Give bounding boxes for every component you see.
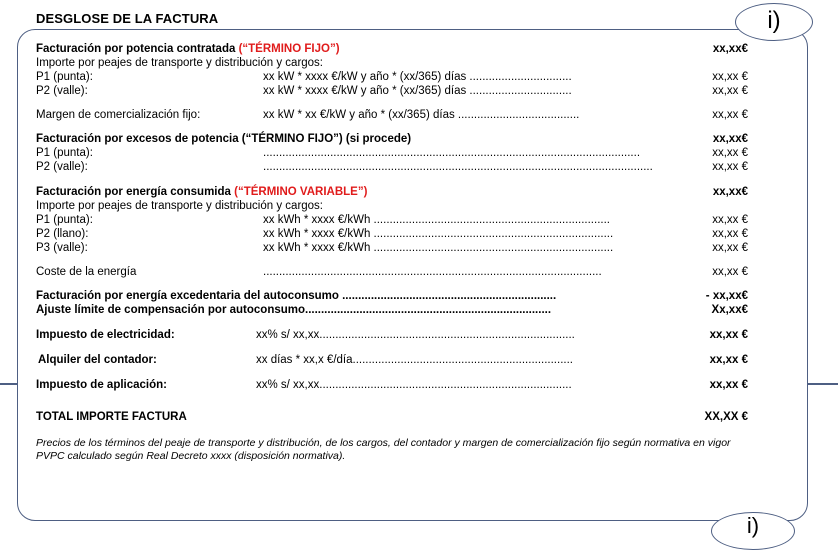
energy-p3-label: P3 (valle): <box>36 242 88 254</box>
regulation-note-line2: PVPC calculado según Real Decreto xxxx (disposición normativa). <box>36 450 346 462</box>
excess-p1-formula: ...................................................................................................................... <box>263 147 641 159</box>
excess-p2-amount: xx,xx € <box>712 161 748 173</box>
fixed-term-amount: xx,xx€ <box>712 43 748 55</box>
energy-term-tag: (“TÉRMINO VARIABLE”) <box>234 186 368 198</box>
meter-rental-label: Alquiler del contador: <box>38 354 157 366</box>
margin-label: Margen de comercialización fijo: <box>36 109 201 121</box>
compensation-amount: Xx,xx€ <box>711 304 748 316</box>
divider-left <box>0 383 18 385</box>
energy-subheading: Importe por peajes de transporte y distribución y cargos: <box>36 200 324 212</box>
energy-p1-amount: xx,xx € <box>712 214 748 226</box>
fixed-p2-formula: xx kW * xxxx €/kW y año * (xx/365) días ................................ <box>263 85 572 97</box>
excess-power-heading: Facturación por excesos de potencia (“TÉRMINO FIJO”) (si procede) <box>36 133 412 145</box>
fixed-term-heading: Facturación por potencia contratada (“TÉRMINO FIJO”) <box>36 43 340 55</box>
energy-term-heading: Facturación por energía consumida (“TÉRMINO VARIABLE”) <box>36 186 368 198</box>
energy-cost-formula: .......................................................................................................... <box>263 266 602 278</box>
excess-power-amount: xx,xx€ <box>712 133 748 145</box>
energy-cost-amount: xx,xx € <box>712 266 748 278</box>
meter-rental-formula: xx días * xx,x €/día..................................................................... <box>256 354 573 366</box>
applied-tax-formula: xx% s/ xx,xx............................................................................... <box>256 379 572 391</box>
compensation-label: Ajuste límite de compensación por autoconsumo............................................................................. <box>36 304 552 316</box>
energy-p1-label: P1 (punta): <box>36 214 93 226</box>
excess-p2-label: P2 (valle): <box>36 161 88 173</box>
energy-p2-amount: xx,xx € <box>712 228 748 240</box>
electricity-tax-formula: xx% s/ xx,xx................................................................................ <box>256 329 575 341</box>
excess-p2-formula: .......................................................................................................................... <box>263 161 653 173</box>
fixed-p1-formula: xx kW * xxxx €/kW y año * (xx/365) días ................................ <box>263 71 572 83</box>
excess-p1-label: P1 (punta): <box>36 147 93 159</box>
total-amount: XX,XX € <box>704 411 748 423</box>
energy-p2-formula: xx kWh * xxxx €/kWh ........................................................................... <box>263 228 614 240</box>
energy-p1-formula: xx kWh * xxxx €/kWh .......................................................................... <box>263 214 610 226</box>
energy-p2-label: P2 (llano): <box>36 228 89 240</box>
electricity-tax-amount: xx,xx € <box>709 329 748 341</box>
excess-p1-amount: xx,xx € <box>712 147 748 159</box>
surplus-label: Facturación por energía excedentaria del autoconsumo ................................................................... <box>36 290 557 302</box>
surplus-amount: - xx,xx€ <box>705 290 748 302</box>
applied-tax-label: Impuesto de aplicación: <box>36 379 167 391</box>
fixed-term-tag: (“TÉRMINO FIJO”) <box>238 43 340 55</box>
energy-p3-amount: xx,xx € <box>712 242 748 254</box>
callout-label-bottom: i) <box>711 512 795 550</box>
margin-formula: xx kW * xx €/kW y año * (xx/365) días ...................................... <box>263 109 580 121</box>
regulation-note-line1: Precios de los términos del peaje de transporte y distribución, de los cargos, del contador y margen de comercialización fijo según normativa en vigor <box>36 437 731 449</box>
fixed-subheading: Importe por peajes de transporte y distribución y cargos: <box>36 57 324 69</box>
callout-label-top: i) <box>735 3 813 41</box>
total-label: TOTAL IMPORTE FACTURA <box>36 411 187 423</box>
fixed-p2-label: P2 (valle): <box>36 85 88 97</box>
meter-rental-amount: xx,xx € <box>709 354 748 366</box>
margin-amount: xx,xx € <box>712 109 748 121</box>
applied-tax-amount: xx,xx € <box>709 379 748 391</box>
divider-right <box>807 383 838 385</box>
energy-cost-label: Coste de la energía <box>36 266 137 278</box>
energy-p3-formula: xx kWh * xxxx €/kWh ........................................................................... <box>263 242 614 254</box>
fixed-p1-label: P1 (punta): <box>36 71 93 83</box>
fixed-p2-amount: xx,xx € <box>712 85 748 97</box>
electricity-tax-label: Impuesto de electricidad: <box>36 329 175 341</box>
fixed-p1-amount: xx,xx € <box>712 71 748 83</box>
invoice-breakdown-title: DESGLOSE DE LA FACTURA <box>36 11 219 26</box>
energy-term-amount: xx,xx€ <box>712 186 748 198</box>
